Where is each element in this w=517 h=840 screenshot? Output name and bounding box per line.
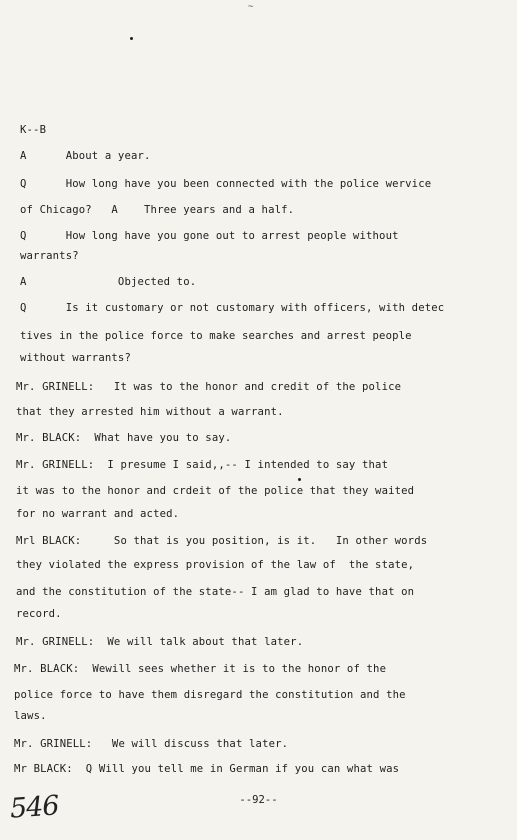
transcript-line: Mr BLACK: Q Will you tell me in German if you can what was (14, 763, 400, 775)
transcript-line: A Objected to. (20, 276, 197, 288)
transcript-line: Mr. GRINELL: It was to the honor and credit of the police (16, 381, 402, 393)
transcript-line: Q How long have you been connected with the police wervice (20, 178, 432, 190)
transcript-line: Mr. BLACK: What have you to say. (16, 432, 232, 444)
transcript-line: Mr. BLACK: Wewill sees whether it is to the honor of the (14, 663, 387, 675)
page-number: --92-- (239, 794, 278, 806)
transcript-line: record. (16, 608, 62, 620)
transcript-line: police force to have them disregard the constitution and the (14, 689, 406, 701)
transcript-line: of Chicago? A Three years and a half. (20, 204, 295, 216)
transcript-line: that they arrested him without a warrant. (16, 406, 284, 418)
transcript-line: for no warrant and acted. (16, 508, 180, 520)
transcript-line: Mr. GRINELL: We will talk about that later. (16, 636, 304, 648)
transcript-line: it was to the honor and crdeit of the police that they waited (16, 485, 415, 497)
ink-speck (130, 37, 133, 40)
transcript-line: Mr. GRINELL: We will discuss that later. (14, 738, 289, 750)
transcript-line: Mr. GRINELL: I presume I said,,-- I intended to say that (16, 459, 389, 471)
ink-speck (298, 478, 301, 481)
transcript-line: A About a year. (20, 150, 151, 162)
header-code: K--B (20, 124, 47, 136)
transcript-line: Mrl BLACK: So that is you position, is it. In other words (16, 535, 428, 547)
transcript-line: Q How long have you gone out to arrest people without (20, 230, 399, 242)
transcript-line: warrants? (20, 250, 79, 262)
transcript-line: Q Is it customary or not customary with officers, with detec (20, 302, 445, 314)
transcript-line: without warrants? (20, 352, 131, 364)
transcript-line: and the constitution of the state-- I am glad to have that on (16, 586, 415, 598)
transcript-line: tives in the police force to make searches and arrest people (20, 330, 412, 342)
transcript-line: they violated the express provision of the law of the state, (16, 559, 415, 571)
transcript-line: laws. (14, 710, 47, 722)
top-margin-mark: ~ (248, 2, 254, 12)
handwritten-page-number: 546 (8, 790, 60, 825)
